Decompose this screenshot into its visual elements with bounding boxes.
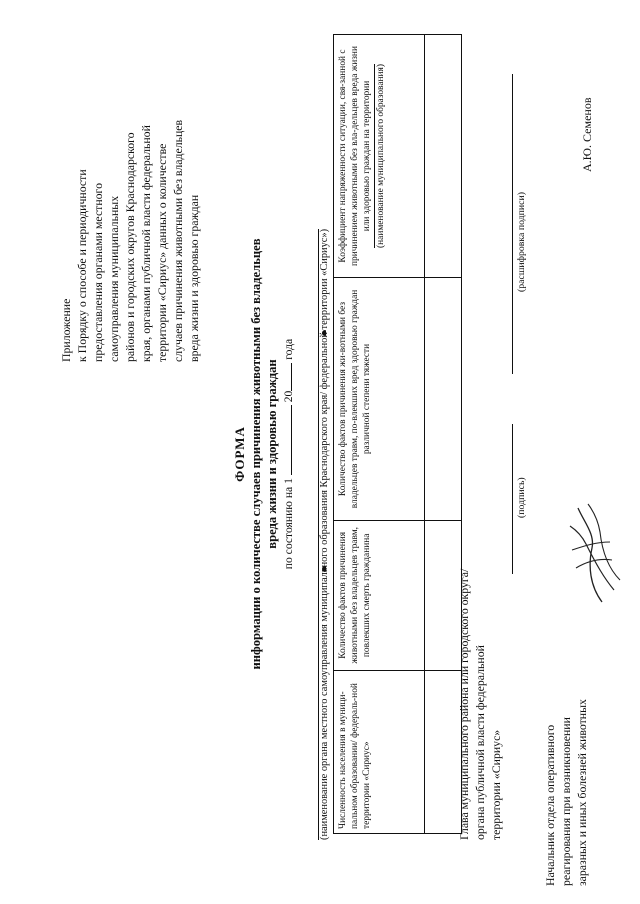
signer-name: А.Ю. Семенов	[580, 97, 594, 172]
decode-caption: (расшифровка подписи)	[516, 191, 527, 292]
appendix-line: к Порядку о способе и периодичности	[75, 169, 89, 362]
appendix-line: Приложение	[59, 298, 73, 362]
coefficient-caption: (наименование муниципального образования)	[376, 64, 386, 248]
form-table	[333, 34, 462, 834]
coefficient-text: Коэффициент напряженности ситуации, свя-занной с причинением животными без вла-дельцев вреда жизни или здоровью граждан на территории	[338, 46, 372, 266]
form-subtitle-line-2: вреда жизни и здоровью граждан	[265, 359, 279, 549]
appendix-line: территории «Сириус» данных о количестве	[155, 143, 169, 362]
signature-line	[512, 424, 513, 574]
form-subtitle-line-1: информации о количестве случаев причинения животными без владельцев	[249, 238, 263, 670]
as-of-suffix: года	[282, 338, 295, 360]
dept-title-line: заразных и иных болезней животных	[575, 699, 589, 886]
form-title-block	[232, 124, 295, 784]
as-of-year-prefix: 20	[282, 390, 295, 403]
year-blank	[291, 363, 292, 391]
appendix-line: самоуправления муниципальных	[107, 195, 121, 362]
head-signature-block	[456, 569, 504, 840]
table-header-row	[334, 35, 425, 834]
appendix-line: вреда жизни и здоровью граждан	[187, 194, 201, 362]
cell-injuries[interactable]	[425, 278, 462, 521]
appendix-block	[58, 2, 202, 362]
date-blank	[291, 405, 292, 475]
head-title-line: Глава муниципального района или городского округа/	[457, 568, 471, 840]
appendix-line: районов и городских округов Краснодарского	[123, 132, 137, 362]
cell-coefficient[interactable]	[425, 35, 462, 278]
decode-line	[512, 74, 513, 374]
header-injuries: Количество фактов причинения жи-вотными без владельцев травм, по-влекших вред здоровью граждан различной степени тяжести	[334, 278, 425, 521]
signature-caption: (подпись)	[516, 477, 527, 518]
handwritten-signature	[562, 500, 626, 608]
header-deaths: Количество фактов причинения животными без владельцев травм, повлекших смерть гражданина	[334, 521, 425, 671]
appendix-line: случаев причинения животными без владельцев	[171, 119, 185, 362]
dept-title-line: реагирования при возникновении	[559, 717, 573, 886]
appendix-line: предоставления органами местного	[91, 183, 105, 362]
dept-title-line: Начальник отдела оперативного	[543, 724, 557, 886]
dept-signature-block	[542, 699, 590, 886]
as-of-date-line	[282, 124, 295, 784]
appendix-line: края, органами публичной власти федеральной	[139, 125, 153, 362]
as-of-prefix: по состоянию на 1	[282, 478, 295, 570]
form-title: ФОРМА	[232, 426, 247, 482]
head-title-line: территории «Сириус»	[489, 729, 503, 840]
municipality-name-line	[318, 28, 330, 840]
municipality-caption: (наименование органа местного самоуправления муниципального образования Краснодарского края/ федеральной территории «Сириус»)	[319, 228, 330, 840]
header-coefficient	[334, 35, 425, 278]
header-population: Численность населения в муници-пальном образовании/ федераль-ной территории «Сириус»	[334, 670, 425, 833]
head-title-line: органа публичной власти федеральной	[473, 645, 487, 840]
